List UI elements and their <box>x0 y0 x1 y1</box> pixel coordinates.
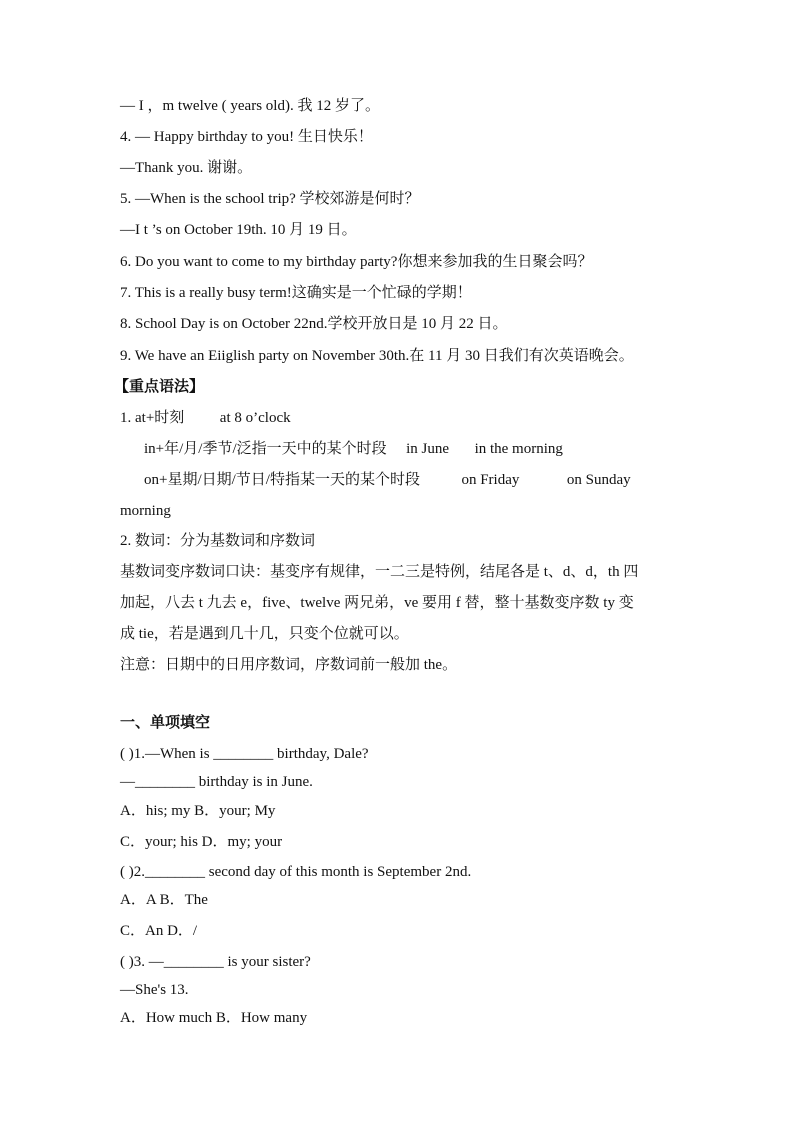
grammar-heading: 【重点语法】 <box>114 379 205 395</box>
grammar-in-line <box>144 439 704 459</box>
grammar-rhyme-line-2: 加起，八去 t 九去 e，five、twelve 两兄弟，ve 要用 f 替，整十基数变序数 ty 变 <box>120 595 634 611</box>
grammar-on-example-1: on Friday <box>461 472 520 488</box>
question-2-options-cd: C．An D．/ <box>120 923 198 939</box>
dialogue-line-1: — I ，m twelve ( years old). 我 12 岁了。 <box>120 98 380 114</box>
grammar-point-2: 2. 数词：分为基数词和序数词 <box>120 533 316 549</box>
grammar-rhyme-line-1: 基数词变序数词口诀：基变序有规律，一二三是特例，结尾各是 t、d、d，th 四 <box>120 564 639 580</box>
question-1-options-cd: C．your; his D．my; your <box>120 834 283 850</box>
grammar-in-example-1: in June <box>406 441 450 457</box>
dialogue-line-3: —Thank you. 谢谢。 <box>120 160 253 176</box>
exercise-heading: 一、单项填空 <box>120 715 211 731</box>
dialogue-line-4: 5. —When is the school trip? 学校郊游是何时？ <box>120 191 420 207</box>
question-3: ( )3. —________ is your sister? <box>120 954 311 970</box>
question-2-options-ab: A．A B．The <box>120 892 208 908</box>
dialogue-line-6: 6. Do you want to come to my birthday party?你想来参加我的生日聚会吗？ <box>120 254 593 270</box>
grammar-at-example: at 8 o’clock <box>219 410 291 426</box>
dialogue-line-8: 8. School Day is on October 22nd.学校开放日是 10 月 22 日。 <box>120 316 508 332</box>
grammar-on-line <box>144 470 680 490</box>
grammar-on-example-2: on Sunday <box>566 472 631 488</box>
grammar-rhyme-line-3: 成 tie，若是遇到几十几，只变个位就可以。 <box>120 626 409 642</box>
dialogue-line-5: —I t ’s on October 19th. 10 月 19 日。 <box>120 222 357 238</box>
grammar-note: 注意：日期中的日用序数词，序数词前一般加 the。 <box>120 657 458 673</box>
grammar-on-continuation: morning <box>120 503 171 519</box>
question-1-options-ab: A．his; my B．your; My <box>120 803 276 819</box>
grammar-point-1 <box>120 408 680 428</box>
question-3-options-ab: A．How much B．How many <box>120 1010 308 1026</box>
grammar-on-rule: on+星期/日期/节日/特指某一天的某个时段 <box>144 472 420 488</box>
question-1-reply: —________ birthday is in June. <box>120 774 313 790</box>
dialogue-line-2: 4. — Happy birthday to you! 生日快乐！ <box>120 129 373 145</box>
question-1: ( )1.—When is ________ birthday, Dale? <box>120 746 369 762</box>
question-2: ( )2.________ second day of this month is September 2nd. <box>120 864 472 880</box>
dialogue-line-7: 7. This is a really busy term!这确实是一个忙碌的学期！ <box>120 285 472 301</box>
grammar-in-rule: in+年/月/季节/泛指一天中的某个时段 <box>144 441 387 457</box>
grammar-in-example-2: in the morning <box>474 441 563 457</box>
grammar-at-rule: 1. at+时刻 <box>120 410 185 426</box>
dialogue-line-9: 9. We have an Eiiglish party on November 30th.在 11 月 30 日我们有次英语晚会。 <box>120 348 634 364</box>
question-3-reply: —She's 13. <box>120 982 189 998</box>
